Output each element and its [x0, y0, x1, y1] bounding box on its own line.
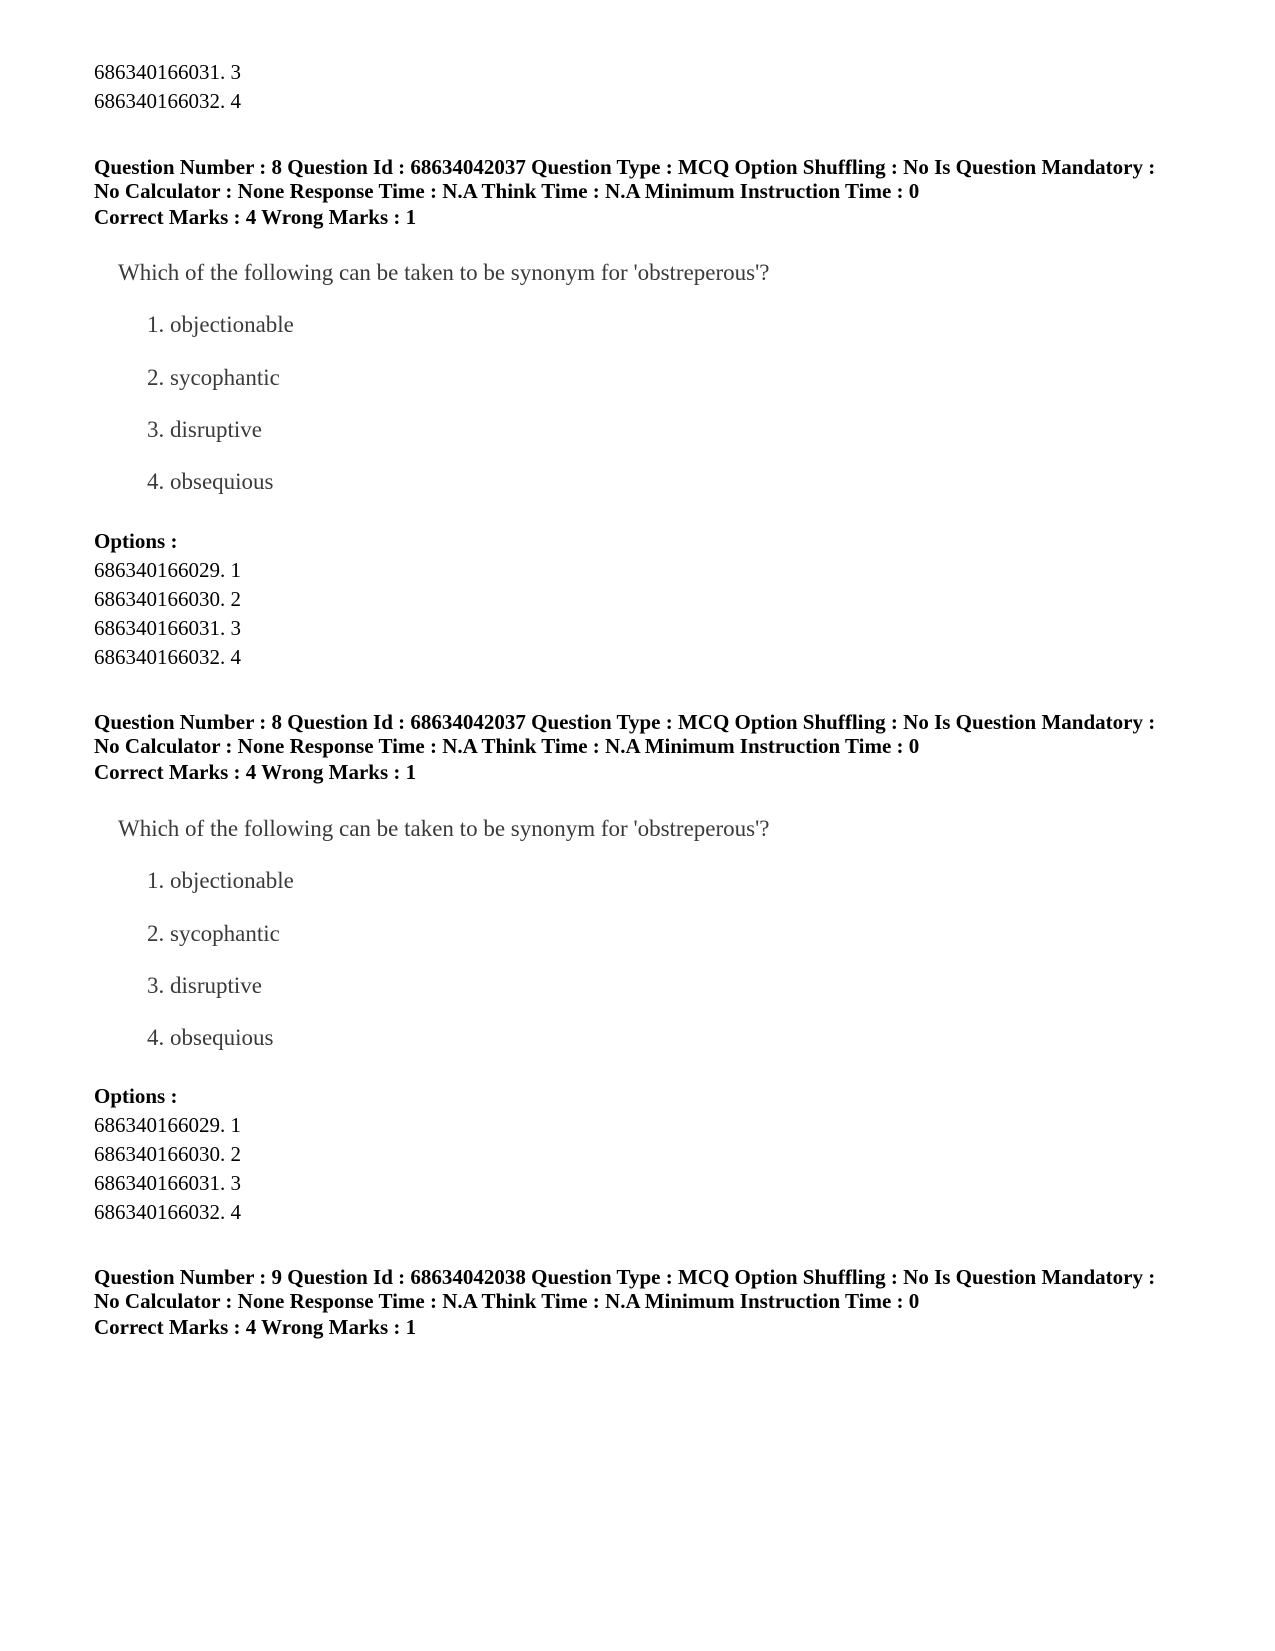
- question-image: [94, 256, 854, 496]
- question-choice: 3. disruptive: [147, 973, 262, 998]
- option-item: 686340166031. 3: [94, 1171, 241, 1195]
- option-item: 686340166031. 3: [94, 60, 241, 84]
- options-section: [94, 1082, 1214, 1227]
- question-choice: 1. objectionable: [147, 312, 294, 337]
- option-item: 686340166030. 2: [94, 1142, 241, 1166]
- option-item: 686340166029. 1: [94, 1113, 241, 1137]
- question-text: Which of the following can be taken to be synonym for 'obstreperous'?: [118, 260, 770, 285]
- question-text: Which of the following can be taken to be synonym for 'obstreperous'?: [118, 816, 770, 841]
- option-item: 686340166030. 2: [94, 587, 241, 611]
- question-header: [94, 1266, 1214, 1342]
- question-marks: Correct Marks : 4 Wrong Marks : 1: [94, 205, 417, 229]
- question-meta-line: No Calculator : None Response Time : N.A Think Time : N.A Minimum Instruction Time : 0: [94, 178, 920, 203]
- options-section: [94, 527, 1214, 672]
- question-meta-line: No Calculator : None Response Time : N.A Think Time : N.A Minimum Instruction Time : 0: [94, 733, 920, 758]
- question-marks: Correct Marks : 4 Wrong Marks : 1: [94, 760, 417, 784]
- option-item: 686340166032. 4: [94, 1200, 241, 1224]
- options-label: Options :: [94, 1084, 178, 1108]
- question-meta-line: Question Number : 8 Question Id : 68634042037 Question Type : MCQ Option Shuffling : No Is Question Mandatory :: [94, 710, 1156, 734]
- question-marks: Correct Marks : 4 Wrong Marks : 1: [94, 1315, 417, 1339]
- question-choice: 2. sycophantic: [147, 365, 280, 390]
- question-meta-line: No Calculator : None Response Time : N.A Think Time : N.A Minimum Instruction Time : 0: [94, 1288, 920, 1313]
- carryover-options-list: [94, 58, 1214, 116]
- question-choice: 4. obsequious: [147, 1025, 274, 1050]
- question-choice: 2. sycophantic: [147, 921, 280, 946]
- question-header: [94, 156, 1214, 232]
- options-label: Options :: [94, 529, 178, 553]
- option-item: 686340166029. 1: [94, 558, 241, 582]
- question-choice: 4. obsequious: [147, 469, 274, 494]
- question-meta-line: Question Number : 8 Question Id : 68634042037 Question Type : MCQ Option Shuffling : No Is Question Mandatory :: [94, 155, 1156, 179]
- question-choice: 1. objectionable: [147, 868, 294, 893]
- question-image: [94, 812, 854, 1052]
- question-header: [94, 711, 1214, 787]
- question-choice: 3. disruptive: [147, 417, 262, 442]
- question-meta-line: Question Number : 9 Question Id : 68634042038 Question Type : MCQ Option Shuffling : No Is Question Mandatory :: [94, 1265, 1156, 1289]
- option-item: 686340166031. 3: [94, 616, 241, 640]
- option-item: 686340166032. 4: [94, 89, 241, 113]
- option-item: 686340166032. 4: [94, 645, 241, 669]
